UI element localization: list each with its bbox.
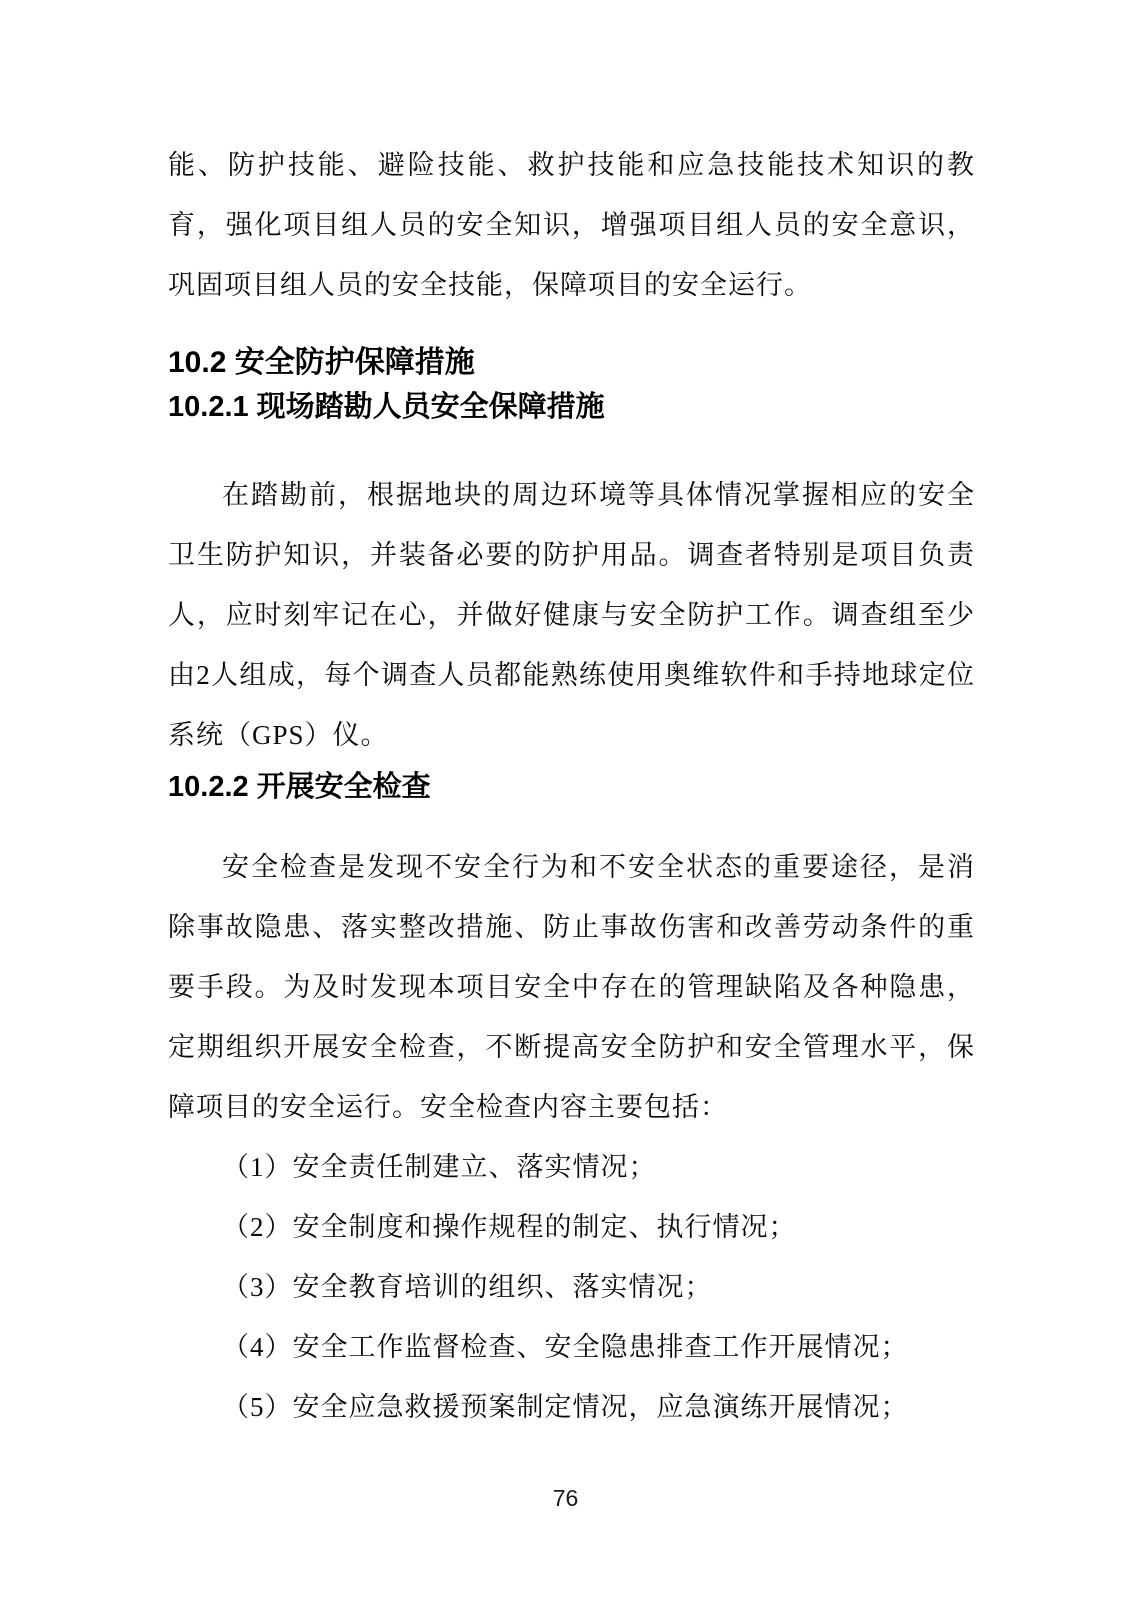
section-heading-10-2: 10.2 安全防护保障措施 — [168, 346, 475, 379]
list-item: （1）安全责任制建立、落实情况； — [222, 1152, 657, 1182]
paragraph-10-2-2: 安全检查是发现不安全行为和不安全状态的重要途径，是消除事故隐患、落实整改措施、防止事故伤害和改善劳动条件的重要手段。为及时发现本项目安全中存在的管理缺陷及各种隐患，定期组织开展安全检查，不断提高安全防护和安全管理水平，保障项目的安全运行。安全检查内容主要包括： — [168, 852, 975, 1122]
page-footer — [0, 1485, 1131, 1512]
subsection-heading-10-2-1: 10.2.1 现场踏勘人员安全保障措施 — [168, 391, 605, 423]
subsection-heading-10-2-2: 10.2.2 开展安全检查 — [168, 771, 431, 803]
list-item: （4）安全工作监督检查、安全隐患排查工作开展情况； — [222, 1332, 909, 1362]
list-item: （3）安全教育培训的组织、落实情况； — [222, 1272, 713, 1302]
page-number: 76 — [552, 1485, 579, 1511]
paragraph-10-2-1: 在踏勘前，根据地块的周边环境等具体情况掌握相应的安全卫生防护知识，并装备必要的防护用品。调查者特别是项目负责人，应时刻牢记在心，并做好健康与安全防护工作。调查组至少由2人组成，每个调查人员都能熟练使用奥维软件和手持地球定位系统（GPS）仪。 — [168, 480, 975, 750]
list-item: （5）安全应急救援预案制定情况，应急演练开展情况； — [222, 1392, 909, 1422]
continuation-paragraph: 能、防护技能、避险技能、救护技能和应急技能技术知识的教育，强化项目组人员的安全知识，增强项目组人员的安全意识，巩固项目组人员的安全技能，保障项目的安全运行。 — [168, 150, 975, 300]
list-item: （2）安全制度和操作规程的制定、执行情况； — [222, 1212, 797, 1242]
safety-check-list — [168, 1137, 975, 1437]
